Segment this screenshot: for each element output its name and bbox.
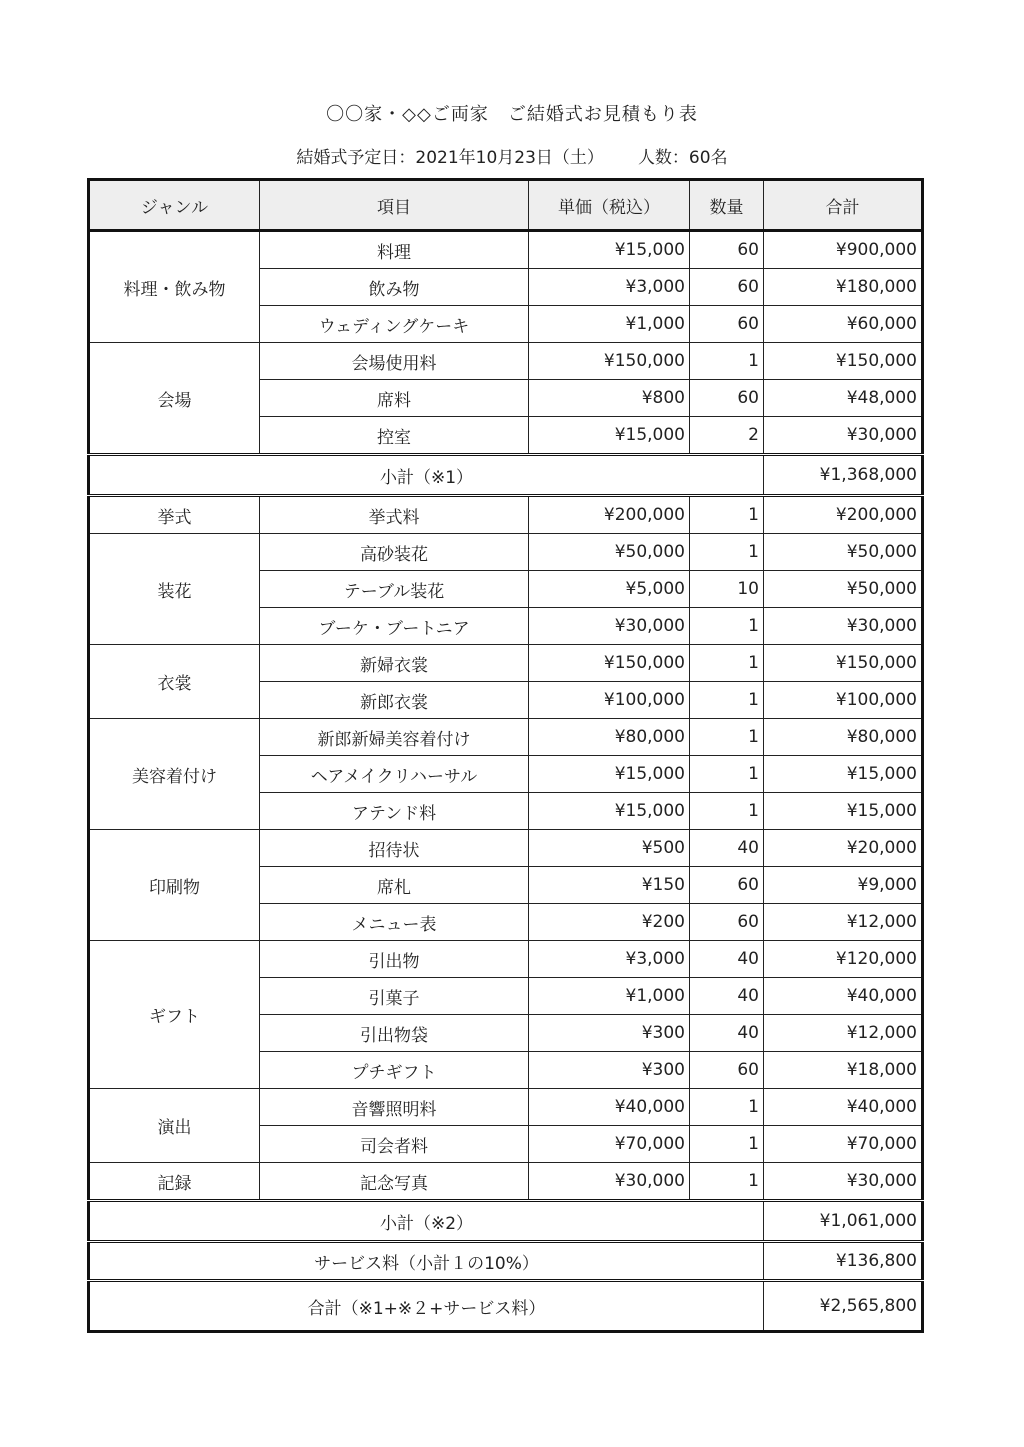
quantity-cell: 40 [690, 830, 764, 867]
service-fee-row [89, 1242, 923, 1281]
unit-price-cell: ¥15,000 [529, 756, 690, 793]
table-row [89, 719, 923, 756]
unit-price-cell: ¥15,000 [529, 231, 690, 269]
line-total-cell: ¥200,000 [764, 496, 923, 534]
quantity-cell: 1 [690, 343, 764, 380]
item-name-cell: 席札 [260, 867, 529, 904]
unit-price-cell: ¥200,000 [529, 496, 690, 534]
unit-price-cell: ¥1,000 [529, 306, 690, 343]
line-total-cell: ¥48,000 [764, 380, 923, 417]
line-total-cell: ¥40,000 [764, 1089, 923, 1126]
quantity-cell: 1 [690, 1126, 764, 1163]
table-row [89, 830, 923, 867]
item-name-cell: 控室 [260, 417, 529, 455]
quantity-cell: 1 [690, 645, 764, 682]
unit-price-cell: ¥300 [529, 1015, 690, 1052]
unit-price-cell: ¥40,000 [529, 1089, 690, 1126]
line-total-cell: ¥900,000 [764, 231, 923, 269]
quantity-cell: 60 [690, 904, 764, 941]
quantity-cell: 40 [690, 1015, 764, 1052]
genre-cell: 印刷物 [89, 830, 260, 941]
genre-cell: 演出 [89, 1089, 260, 1163]
genre-cell: 料理・飲み物 [89, 231, 260, 343]
header-unit-price: 単価（税込） [529, 180, 690, 231]
item-name-cell: 招待状 [260, 830, 529, 867]
header-genre: ジャンル [89, 180, 260, 231]
line-total-cell: ¥30,000 [764, 608, 923, 645]
section2-body [89, 496, 923, 1201]
unit-price-cell: ¥800 [529, 380, 690, 417]
genre-cell: 衣裳 [89, 645, 260, 719]
line-total-cell: ¥150,000 [764, 343, 923, 380]
genre-cell: 美容着付け [89, 719, 260, 830]
item-name-cell: 席料 [260, 380, 529, 417]
unit-price-cell: ¥3,000 [529, 941, 690, 978]
item-name-cell: ウェディングケーキ [260, 306, 529, 343]
unit-price-cell: ¥150 [529, 867, 690, 904]
wedding-info [0, 143, 1024, 168]
header-quantity: 数量 [690, 180, 764, 231]
quantity-cell: 40 [690, 978, 764, 1015]
line-total-cell: ¥15,000 [764, 756, 923, 793]
grand-total-row [89, 1281, 923, 1332]
table-row [89, 941, 923, 978]
quantity-cell: 60 [690, 231, 764, 269]
line-total-cell: ¥15,000 [764, 793, 923, 830]
item-name-cell: 料理 [260, 231, 529, 269]
header-item: 項目 [260, 180, 529, 231]
item-name-cell: 引菓子 [260, 978, 529, 1015]
grand-total-value: ¥2,565,800 [764, 1281, 923, 1332]
unit-price-cell: ¥30,000 [529, 1163, 690, 1201]
quantity-cell: 60 [690, 269, 764, 306]
genre-cell: 会場 [89, 343, 260, 455]
item-name-cell: 引出物 [260, 941, 529, 978]
item-name-cell: 会場使用料 [260, 343, 529, 380]
unit-price-cell: ¥30,000 [529, 608, 690, 645]
unit-price-cell: ¥150,000 [529, 645, 690, 682]
item-name-cell: メニュー表 [260, 904, 529, 941]
line-total-cell: ¥120,000 [764, 941, 923, 978]
table-row [89, 645, 923, 682]
quantity-cell: 10 [690, 571, 764, 608]
genre-cell: 装花 [89, 534, 260, 645]
line-total-cell: ¥12,000 [764, 904, 923, 941]
genre-cell: ギフト [89, 941, 260, 1089]
subtotal1-section [89, 455, 923, 496]
grand-total-label: 合計（※1+※２+サービス料） [89, 1281, 764, 1332]
item-name-cell: 飲み物 [260, 269, 529, 306]
table-row [89, 231, 923, 269]
subtotal1-row [89, 455, 923, 496]
totals-section [89, 1201, 923, 1332]
subtotal2-value: ¥1,061,000 [764, 1201, 923, 1242]
quantity-cell: 2 [690, 417, 764, 455]
quantity-cell: 60 [690, 306, 764, 343]
line-total-cell: ¥50,000 [764, 571, 923, 608]
table-row [89, 343, 923, 380]
subtotal2-row [89, 1201, 923, 1242]
quantity-cell: 1 [690, 719, 764, 756]
line-total-cell: ¥12,000 [764, 1015, 923, 1052]
item-name-cell: テーブル装花 [260, 571, 529, 608]
unit-price-cell: ¥200 [529, 904, 690, 941]
unit-price-cell: ¥150,000 [529, 343, 690, 380]
item-name-cell: 新婦衣裳 [260, 645, 529, 682]
quantity-cell: 1 [690, 496, 764, 534]
quantity-cell: 1 [690, 608, 764, 645]
table-row [89, 534, 923, 571]
unit-price-cell: ¥5,000 [529, 571, 690, 608]
service-fee-label: サービス料（小計１の10%） [89, 1242, 764, 1281]
item-name-cell: アテンド料 [260, 793, 529, 830]
unit-price-cell: ¥50,000 [529, 534, 690, 571]
quantity-cell: 60 [690, 380, 764, 417]
line-total-cell: ¥9,000 [764, 867, 923, 904]
quantity-cell: 1 [690, 1089, 764, 1126]
line-total-cell: ¥180,000 [764, 269, 923, 306]
item-name-cell: 挙式料 [260, 496, 529, 534]
table-row [89, 1089, 923, 1126]
line-total-cell: ¥70,000 [764, 1126, 923, 1163]
wedding-date: 結婚式予定日：2021年10月23日（土） [296, 148, 604, 168]
item-name-cell: ブーケ・ブートニア [260, 608, 529, 645]
guest-count: 人数：60名 [637, 148, 728, 168]
item-name-cell: 司会者料 [260, 1126, 529, 1163]
table-header-row [89, 180, 923, 231]
line-total-cell: ¥40,000 [764, 978, 923, 1015]
line-total-cell: ¥18,000 [764, 1052, 923, 1089]
quantity-cell: 1 [690, 793, 764, 830]
item-name-cell: 新郎新婦美容着付け [260, 719, 529, 756]
line-total-cell: ¥20,000 [764, 830, 923, 867]
unit-price-cell: ¥15,000 [529, 417, 690, 455]
line-total-cell: ¥80,000 [764, 719, 923, 756]
header-total: 合計 [764, 180, 923, 231]
genre-cell: 記録 [89, 1163, 260, 1201]
genre-cell: 挙式 [89, 496, 260, 534]
unit-price-cell: ¥3,000 [529, 269, 690, 306]
subtotal2-label: 小計（※2） [89, 1201, 764, 1242]
section1-body [89, 231, 923, 455]
item-name-cell: 音響照明料 [260, 1089, 529, 1126]
line-total-cell: ¥150,000 [764, 645, 923, 682]
unit-price-cell: ¥500 [529, 830, 690, 867]
unit-price-cell: ¥1,000 [529, 978, 690, 1015]
quantity-cell: 40 [690, 941, 764, 978]
item-name-cell: ヘアメイクリハーサル [260, 756, 529, 793]
table-row [89, 1163, 923, 1201]
unit-price-cell: ¥80,000 [529, 719, 690, 756]
item-name-cell: 引出物袋 [260, 1015, 529, 1052]
subtotal1-value: ¥1,368,000 [764, 455, 923, 496]
subtotal1-label: 小計（※1） [89, 455, 764, 496]
item-name-cell: 高砂装花 [260, 534, 529, 571]
unit-price-cell: ¥70,000 [529, 1126, 690, 1163]
line-total-cell: ¥50,000 [764, 534, 923, 571]
line-total-cell: ¥100,000 [764, 682, 923, 719]
item-name-cell: 新郎衣裳 [260, 682, 529, 719]
quantity-cell: 1 [690, 756, 764, 793]
estimate-table [87, 178, 924, 1333]
unit-price-cell: ¥15,000 [529, 793, 690, 830]
line-total-cell: ¥30,000 [764, 417, 923, 455]
unit-price-cell: ¥100,000 [529, 682, 690, 719]
quantity-cell: 1 [690, 1163, 764, 1201]
service-fee-value: ¥136,800 [764, 1242, 923, 1281]
quantity-cell: 1 [690, 534, 764, 571]
quantity-cell: 1 [690, 682, 764, 719]
item-name-cell: プチギフト [260, 1052, 529, 1089]
table-row [89, 496, 923, 534]
line-total-cell: ¥60,000 [764, 306, 923, 343]
quantity-cell: 60 [690, 1052, 764, 1089]
unit-price-cell: ¥300 [529, 1052, 690, 1089]
document-title: 〇〇家・◇◇ご両家 ご結婚式お見積もり表 [326, 104, 698, 125]
line-total-cell: ¥30,000 [764, 1163, 923, 1201]
quantity-cell: 60 [690, 867, 764, 904]
item-name-cell: 記念写真 [260, 1163, 529, 1201]
